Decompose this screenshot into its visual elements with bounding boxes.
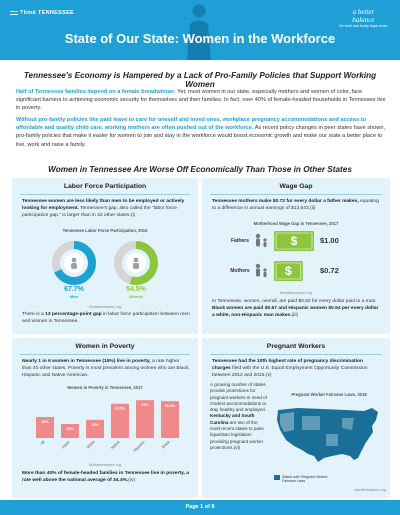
child-icon: [263, 238, 266, 241]
child-icon: [264, 242, 267, 247]
wage-foot-rest: (iii): [291, 312, 299, 318]
wage-foot-bold: Black women are paid $0.67 and Hispanic women $0.54 per every dollar a white, non-Hispanic man makes.: [212, 305, 379, 318]
pregnant-source: abetterbalance.org: [354, 488, 386, 492]
think-tennessee-logo: [10, 10, 74, 16]
poverty-foot-bold: More than 40% of female-headed families in Tennessee live in poverty, a rate well above the national average of 34.4%.: [22, 471, 189, 483]
labor-donut-chart: [22, 235, 188, 305]
pregnant-text: [212, 359, 382, 379]
pregnant-side-rest: are two of the most recent states to pass bipartisan legislation providing pregnant worker protections.(vi): [210, 419, 264, 450]
parent-icon: [256, 239, 260, 247]
parent-icon: [256, 234, 260, 238]
labor-text-bold: Tennessee women are less likely than men to be employed or actively looking for employment.: [22, 199, 185, 211]
legend-swatch: [274, 475, 280, 480]
header-banner: [0, 0, 400, 60]
poverty-value-label: 10%: [66, 427, 74, 431]
map-legend: States with Pregnant Worker Fairness Laws: [282, 475, 328, 484]
poverty-category-label: Asian: [61, 439, 71, 450]
a-better-balance-logo: [339, 8, 388, 28]
child-icon: [264, 272, 267, 277]
poverty-value-label: 15%: [41, 420, 49, 424]
person-icon: [133, 263, 139, 269]
labor-source: thinktennessee.org: [88, 305, 122, 309]
person-icon: [71, 263, 77, 269]
intro-p2-highlight: Without pro-family policies like paid leave to care for oneself and loved ones, workplace pregnancy accommodations and access to affordable and quality child care, working mothers are often pushed out of the workforce.: [16, 117, 366, 132]
wage-gap-chart: [212, 228, 380, 290]
org-right-line2: balance: [352, 16, 375, 24]
page-number: Page 1 of 8: [185, 504, 215, 510]
logo-bars-icon: [10, 11, 18, 15]
pregnant-text-rest: filed with the U.S. Equal Employment Opportunity Commission between 2012 and 2015.(v): [212, 365, 368, 378]
donut-category-label: Women: [128, 294, 144, 299]
child-icon: [263, 268, 266, 271]
poverty-text-bold: Nearly 1 in 6 women in Tennessee (15%) live in poverty,: [22, 359, 151, 364]
org-right-line3: the work and family legal center: [338, 24, 388, 28]
poverty-category-label: Black: [161, 439, 171, 450]
poverty-text: [22, 359, 190, 379]
intro-paragraph-2: [16, 116, 386, 149]
wage-foot-pre: In Tennessee, women, overall, are paid $0.82 for every dollar paid to a man.: [212, 299, 377, 304]
parent-icon: [256, 264, 260, 268]
intro-paragraph-1: [16, 88, 386, 113]
wage-value-label: $0.72: [320, 266, 339, 275]
poverty-chart-title: Women in Poverty in Tennessee, 2017: [67, 385, 143, 390]
poverty-heading: Women in Poverty: [75, 343, 135, 350]
divider: [210, 194, 382, 195]
pregnant-side-text: [210, 382, 268, 451]
labor-text-rest: Tennessee's gap, also called the "labor force participation gap," is larger than in 42 other states.(i): [22, 205, 177, 218]
wage-text-bold: Tennessee mothers make $0.72 for every dollar a father makes,: [212, 199, 359, 204]
footer-bar: [0, 500, 400, 515]
wage-value-label: $1.00: [320, 236, 339, 245]
wage-chart-title: Motherhood Wage Gap in Tennessee, 2017: [253, 221, 339, 226]
org-right-line1: a better: [352, 8, 375, 16]
poverty-category-label: White: [86, 439, 96, 450]
wage-heading: Wage Gap: [279, 183, 313, 190]
map-title: Pregnant Worker Fairness Laws, 2018: [291, 392, 367, 397]
labor-text: [22, 199, 190, 219]
org-left-name: Think TENNESSEE: [20, 10, 75, 16]
pregnant-side-pre: A growing number of states provide protections for pregnant workers in need of modest accommodations to stay healthy and employed.: [210, 382, 267, 413]
poverty-category-label: Hispanic: [132, 439, 146, 454]
labor-foot-pre: There is a: [22, 312, 46, 317]
wage-text: [212, 199, 380, 213]
wage-foot: [212, 299, 380, 319]
pregnant-side-bold: Kentucky and South Carolina: [210, 413, 255, 425]
poverty-source: thinktennessee.org: [88, 463, 122, 467]
person-icon: [134, 258, 139, 263]
section-title: Women in Tennessee Are Worse Off Economically Than Those in Other States: [48, 165, 352, 174]
poverty-category-label: All: [39, 439, 46, 446]
poverty-bar-chart: [22, 392, 188, 462]
poverty-text-rest: a rate higher than 40 other states. Poverty is most prevalent among women who are Black, Hispanic and Native American.: [22, 359, 190, 378]
person-icon: [72, 258, 77, 263]
page-title: State of Our State: Women in the Workforce: [64, 31, 336, 46]
labor-foot: [22, 312, 190, 326]
women-poverty-box: [12, 338, 198, 498]
labor-chart-title: Tennessee Labor Force Participation, 2016: [62, 228, 148, 233]
wage-gap-box: [202, 178, 390, 334]
labor-foot-bold: 13 percentage-point gap: [45, 312, 102, 317]
map-region-central: [302, 416, 320, 430]
dollar-sign-icon: $: [290, 234, 298, 248]
poverty-category-label: Native: [110, 439, 121, 451]
intro-p2-rest: As recent policy changes in peer states have shown, pro-family policies that make it easier for women to join and stay in the workforce would boost economic growth and make our state a better place to live, work and raise a family.: [16, 125, 385, 148]
us-map: [272, 400, 384, 472]
pregnant-workers-box: [202, 338, 390, 498]
wage-category-label: Fathers: [230, 238, 250, 244]
poverty-value-label: 13%: [91, 422, 99, 427]
poverty-value-label: 24.5%: [114, 406, 126, 411]
poverty-foot-rest: (iv): [128, 477, 136, 483]
divider: [20, 194, 190, 195]
poverty-value-label: 26.3%: [164, 404, 176, 409]
divider: [20, 354, 190, 355]
wage-category-label: Mothers: [230, 268, 250, 274]
intro-p1-highlight: Half of Tennessee families depend on a female breadwinner.: [16, 89, 176, 95]
labor-force-box: [12, 178, 198, 334]
map-region-northeast: [342, 418, 354, 430]
donut-category-label: Men: [70, 294, 78, 299]
wage-source: thinktennessee.org: [279, 291, 313, 295]
labor-heading: Labor Force Participation: [63, 183, 147, 190]
pregnant-text-bold: Tennessee had the 10th highest rate of pregnancy discrimination charges: [212, 359, 364, 371]
labor-foot-rest: in labor force participation between men and women in Tennessee.: [22, 312, 190, 324]
poverty-value-label: 27%: [141, 403, 149, 408]
donut-value-label: 67.7%: [64, 286, 84, 293]
donut-value-label: 54.5%: [126, 286, 146, 293]
wage-text-rest: equating to a difference in annual earnings of $13,643.(ii): [212, 199, 379, 211]
dollar-sign-icon: $: [285, 264, 292, 278]
intro-title: Tennessee's Economy is Hampered by a Lack of Pro-Family Policies that Support Working Women: [23, 71, 377, 89]
intro-p1-rest: Yet, most women in our state, especially mothers and women of color, face significant barriers to achieving economic security for themselves and their families. In fact, over 40% of female-headed households in Tennessee live in poverty.: [16, 89, 386, 112]
divider: [210, 354, 382, 355]
pregnant-heading: Pregnant Workers: [266, 343, 326, 350]
poverty-foot: [22, 471, 190, 485]
map-region-south: [326, 434, 338, 446]
parent-icon: [256, 269, 260, 277]
